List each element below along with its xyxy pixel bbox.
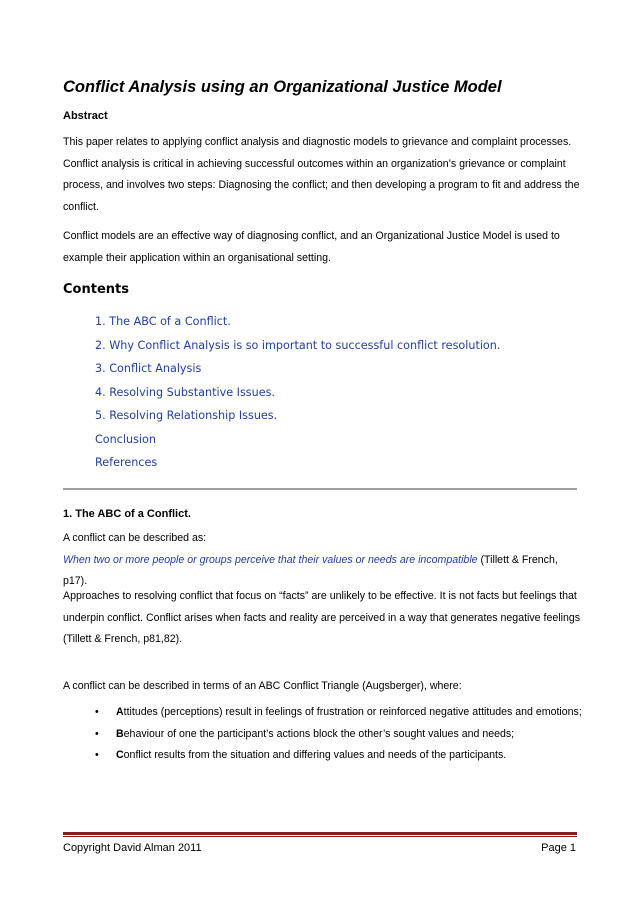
bullet-item-attitudes: • Attitudes (perceptions) result in feelings of frustration or reinforced negative attitudes and emotions; — [95, 702, 585, 724]
abc-bullet-list — [95, 702, 585, 767]
toc-link-references[interactable]: References — [95, 456, 158, 469]
abstract-heading: Abstract — [63, 110, 108, 122]
section-divider — [63, 488, 577, 490]
bullet-icon: • — [95, 706, 99, 718]
section-1-definition — [63, 528, 583, 593]
toc-link-conclusion[interactable]: Conclusion — [95, 432, 156, 446]
document-title: Conflict Analysis using an Organizational Justice Model — [63, 78, 502, 96]
quote-citation: (Tillett & French, p17). — [63, 553, 558, 587]
footer-page-number: Page 1 — [541, 842, 576, 854]
abstract-paragraph-2: Conflict models are an effective way of diagnosing conflict, and an Organizational Justice Model is used to example their application within an organisational setting. — [63, 230, 560, 264]
toc-link-conflict-analysis[interactable]: 3. Conflict Analysis — [95, 362, 202, 375]
footer-rule-thin — [63, 836, 577, 837]
footer-copyright: Copyright David Alman 2011 — [63, 842, 202, 854]
table-of-contents — [95, 310, 500, 475]
section-1-paragraph-3: A conflict can be described in terms of an ABC Conflict Triangle (Augsberger), where: — [63, 680, 462, 692]
contents-heading: Contents — [63, 282, 129, 297]
definition-intro: A conflict can be described as: — [63, 532, 207, 544]
bullet-item-behaviour: • Behaviour of one the participant’s actions block the other’s sought values and needs; — [95, 724, 585, 746]
toc-link-relationship-issues[interactable]: 5. Resolving Relationship Issues. — [95, 409, 278, 422]
toc-link-why-conflict-analysis[interactable]: 2. Why Conflict Analysis is so important to successful conflict resolution. — [95, 338, 501, 352]
bullet-item-conflict: • Conflict results from the situation and differing values and needs of the participants. — [95, 745, 585, 767]
abstract-paragraph-1: This paper relates to applying conflict analysis and diagnostic models to grievance and complaint processes. Conflict analysis is critical in achieving successful outcomes within an organization’s grievance or complaint process, and involves two steps: Diagnosing the conflict; and then developing a program to fit and address the conflict. — [63, 136, 580, 213]
bullet-icon: • — [95, 727, 99, 740]
toc-link-substantive-issues[interactable]: 4. Resolving Substantive Issues. — [95, 385, 275, 399]
toc-link-abc-of-conflict[interactable]: 1. The ABC of a Conflict. — [95, 315, 231, 328]
section-1-paragraph-2: Approaches to resolving conflict that focus on “facts” are unlikely to be effective. It is not facts but feelings that underpin conflict. Conflict arises when facts and reality are perceived in a way that generates negative feelings (Tillett & French, p81,82). — [63, 590, 581, 645]
section-1-heading: 1. The ABC of a Conflict. — [63, 508, 191, 520]
bullet-icon: • — [95, 749, 99, 761]
definition-quote: When two or more people or groups perceive that their values or needs are incompatible — [63, 553, 478, 566]
footer-rule — [63, 832, 577, 835]
